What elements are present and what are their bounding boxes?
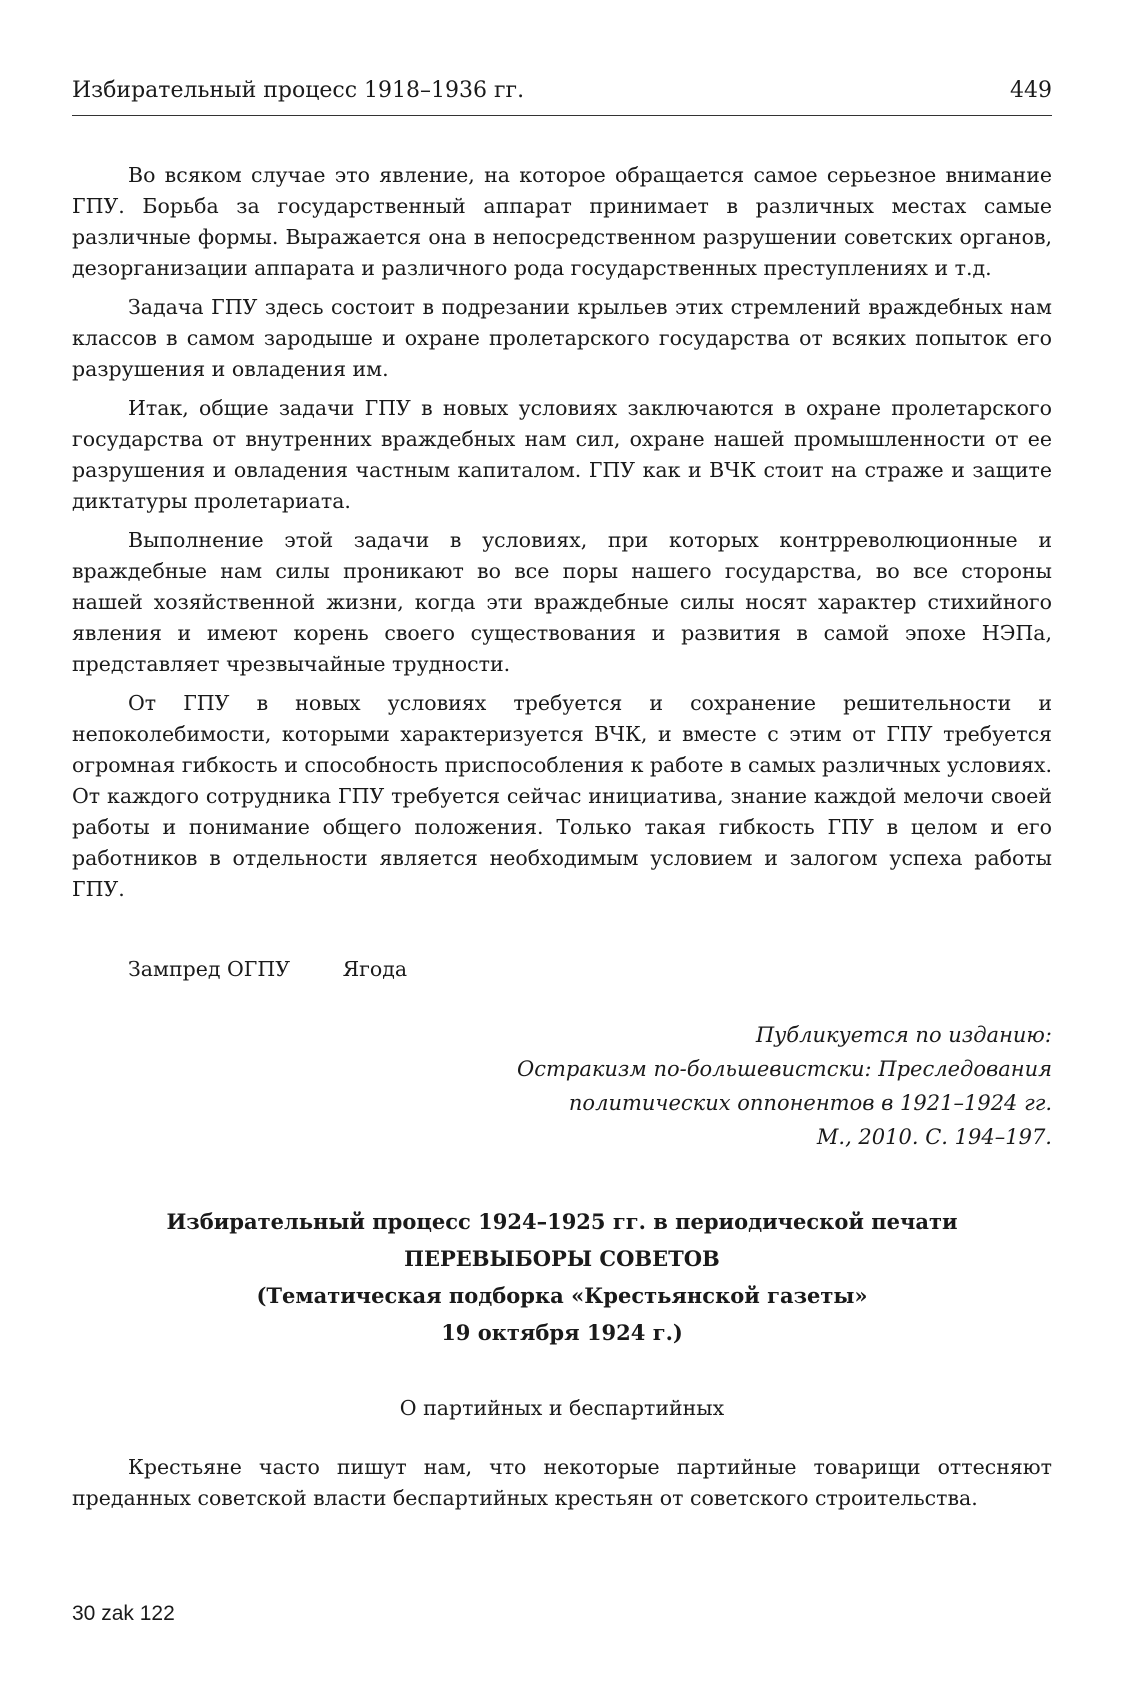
- source-line: М., 2010. С. 194–197.: [816, 1125, 1052, 1149]
- running-title: Избирательный процесс 1918–1936 гг.: [72, 78, 525, 103]
- paragraph: Задача ГПУ здесь состоит в подрезании крыльев этих стремлений враждебных нам классов в самом зародыше и охране пролетарского государства от всяких попыток его разрушения и овладения им.: [72, 295, 1052, 381]
- paragraph: Крестьяне часто пишут нам, что некоторые партийные товарищи оттесняют преданных советской власти беспартийных крестьян от советского строительства.: [72, 1455, 1052, 1510]
- signature: [128, 957, 407, 981]
- section-heading: [72, 1203, 1052, 1351]
- source-citation: [392, 1018, 1052, 1154]
- paragraph: Выполнение этой задачи в условиях, при которых контрреволюционные и враждебные нам силы проникают во все поры нашего государства, во все стороны нашей хозяйственной жизни, когда эти враждебные силы носят характер стихийного явления и имеют корень своего существования и развития в самой эпохе НЭПа, представляет чрезвычайные трудности.: [72, 528, 1052, 676]
- section-collection: (Тематическая подборка «Крестьянской газеты»: [256, 1283, 868, 1308]
- footer-signature-mark: 30 zak 122: [72, 1602, 175, 1625]
- final-text: [72, 1452, 1052, 1514]
- subheading: О партийных и беспартийных: [399, 1396, 725, 1420]
- section-title: Избирательный процесс 1924–1925 гг. в периодической печати: [166, 1209, 958, 1234]
- main-text: [72, 160, 1052, 913]
- paragraph: Во всяком случае это явление, на которое обращается самое серьезное внимание ГПУ. Борьба за государственный аппарат принимает в различных местах самые различные формы. Выражается она в непосредственном разрушении советских органов, дезорганизации аппарата и различного рода государственных преступлениях и т.д.: [72, 163, 1052, 280]
- source-line: Остракизм по-большевистски: Преследования: [516, 1057, 1052, 1081]
- running-header: [72, 78, 1052, 116]
- signature-position: Зампред ОГПУ: [128, 957, 291, 981]
- paragraph: От ГПУ в новых условиях требуется и сохранение решительности и непоколебимости, которыми характеризуется ВЧК, и вместе с этим от ГПУ требуется огромная гибкость и способность приспособления к работе в самых различных условиях. От каждого сотрудника ГПУ требуется сейчас инициатива, знание каждой мелочи своей работы и понимание общего положения. Только такая гибкость ГПУ в целом и его работников в отдельности является необходимым условием и залогом успеха работы ГПУ.: [72, 691, 1052, 901]
- section-date: 19 октября 1924 г.): [441, 1320, 683, 1345]
- section-subtitle: ПЕРЕВЫБОРЫ СОВЕТОВ: [404, 1246, 720, 1271]
- source-line: Публикуется по изданию:: [755, 1023, 1052, 1047]
- paragraph: Итак, общие задачи ГПУ в новых условиях заключаются в охране пролетарского государства от внутренних враждебных нам сил, охране нашей промышленности от ее разрушения и овладения частным капиталом. ГПУ как и ВЧК стоит на страже и защите диктатуры пролетариата.: [72, 396, 1052, 513]
- source-line: политических оппонентов в 1921–1924 гг.: [568, 1091, 1052, 1115]
- page-number: 449: [1010, 78, 1052, 103]
- signature-name: Ягода: [342, 957, 408, 981]
